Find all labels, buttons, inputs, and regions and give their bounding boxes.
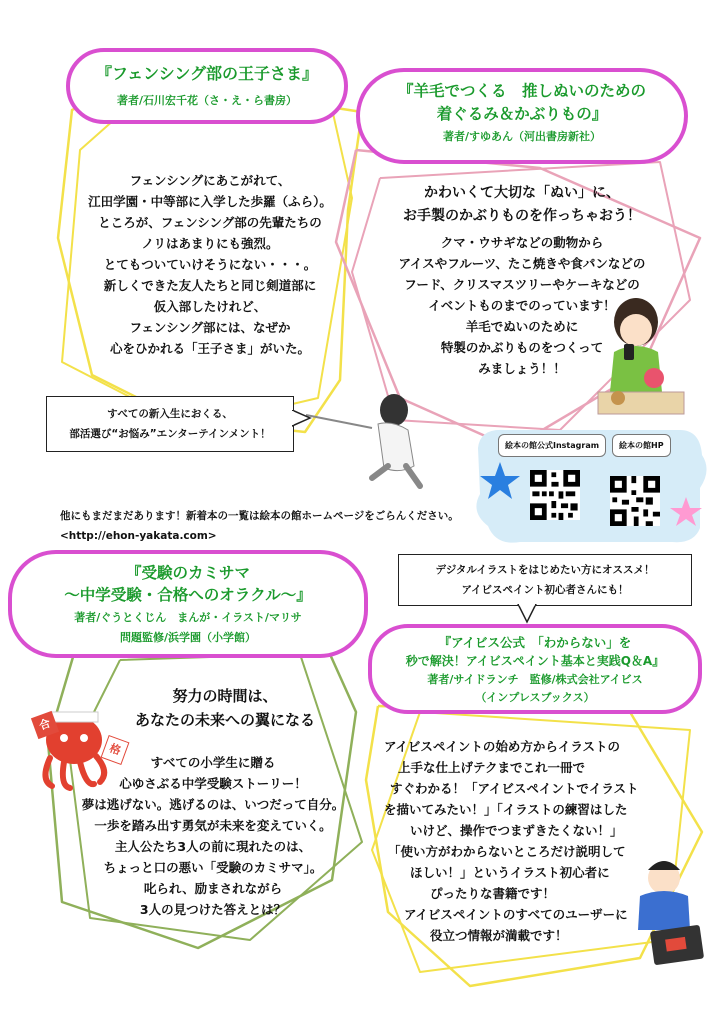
homepage-qr-code[interactable] [610, 476, 660, 526]
pass-badge: 合 [31, 711, 59, 739]
book1-title-box [66, 48, 348, 124]
book2-title-box [356, 68, 688, 164]
book1-description: フェンシングにあこがれて、 江田学園・中等部に入学した歩羅（ふら）。 ところが、フェンシング部の先輩たちの ノリはあまりにも強烈。 とてもついていけそうにない・・・。 新しくできた友人たちと同じ剣道部に 仮入部したけれど、 フェンシング部には、なぜか 心をひかれる「王子さま」がいた。 [88, 173, 332, 356]
book3-author-line1: 著者/ぐうとくじん まんが・イラスト/マリサ [74, 611, 302, 624]
book4-author-line2: （インプレスブックス） [475, 691, 595, 704]
book4-title-box [368, 624, 702, 714]
fencer-illustration [306, 394, 420, 486]
book4-description: アイビスペイントの始め方からイラストの 上手な仕上げテクまでこれ一冊で すぐわかる！「アイビスペイントでイラスト を描いてみたい！」「イラストの練習はした いけど、操作でつまずきたくない！」 「使い方がわからないところだけ説明して ほしい！」というイラスト初心者に ぴったりな書籍です！ アイビスペイントのすべてのユーザーに 役立つ情報が満載です！ [384, 739, 639, 943]
book3-author-line2: 問題監修/浜学園（小学館） [119, 631, 257, 644]
book4-callout: デジタルイラストをはじめたい方にオススメ！ アイビスペイント初心者さんにも！ [398, 554, 692, 606]
book2-title-line2: 着ぐるみ＆かぶりもの』 [436, 105, 608, 123]
book2-description: クマ・ウサギなどの動物から アイスやフルーツ、たこ焼きや食パンなどの フード、クリスマスツリーやケーキなどの イベントものまでのっています！ 羊毛でぬいのために 特製のかぶりものをつくって みましょう！！ [398, 235, 646, 376]
book2-lead: かわいくて大切な「ぬい」に、 お手製のかぶりものを作っちゃおう！ [403, 185, 641, 224]
callout-tail-2 [516, 604, 540, 626]
book3-title-box [8, 550, 368, 658]
book3-lead: 努力の時間は、 あなたの未来への翼になる [134, 687, 315, 729]
instagram-qr-code[interactable] [530, 470, 580, 520]
book1-author: 著者/石川宏千花（さ・え・ら書房） [116, 94, 298, 107]
book3-title-line1: 『受験のカミサマ [125, 564, 250, 582]
instagram-qr-label: 絵本の館公式Instagram [498, 434, 606, 457]
notice-url[interactable]: <http://ehon-yakata.com> [60, 530, 217, 542]
callout-tail-1 [292, 410, 312, 430]
book4-author-line1: 著者/サイドランチ 監修/株式会社アイビス [427, 673, 643, 686]
book1-callout: すべての新入生におくる、 部活選び“お悩み”エンターテインメント！ [46, 396, 294, 452]
book3-title-line2: ～中学受験・合格へのオラクル～』 [64, 586, 312, 604]
pass-flag: 格 [101, 735, 130, 765]
book4-title-line2: 秒で解決！アイビスペイント基本と実践Q＆A』 [405, 654, 665, 668]
book1-title: 『フェンシング部の王子さま』 [95, 64, 319, 83]
book2-author: 著者/すゆあん（河出書房新社） [442, 130, 602, 143]
book3-description: すべての小学生に贈る 心ゆさぶる中学受験ストーリー！ 夢は逃げない。逃げるのは、いつだって自分。 一歩を踏み出す勇気が未来を変えていく。 主人公たち3人の前に現れたのは、 ちょっと口の悪い「受験のカミサマ」。 叱られ、励まされながら 3人の見つけた答えとは？ [81, 755, 345, 917]
book2-title-line1: 『羊毛でつくる 推しぬいのための [397, 82, 646, 100]
notice-line: 他にもまだまだあります！新着本の一覧は絵本の館ホームページをごらんください。 [60, 510, 459, 522]
book4-title-line1: 『アイビス公式 「わからない」を [438, 635, 632, 650]
homepage-qr-label: 絵本の館HP [612, 434, 671, 457]
